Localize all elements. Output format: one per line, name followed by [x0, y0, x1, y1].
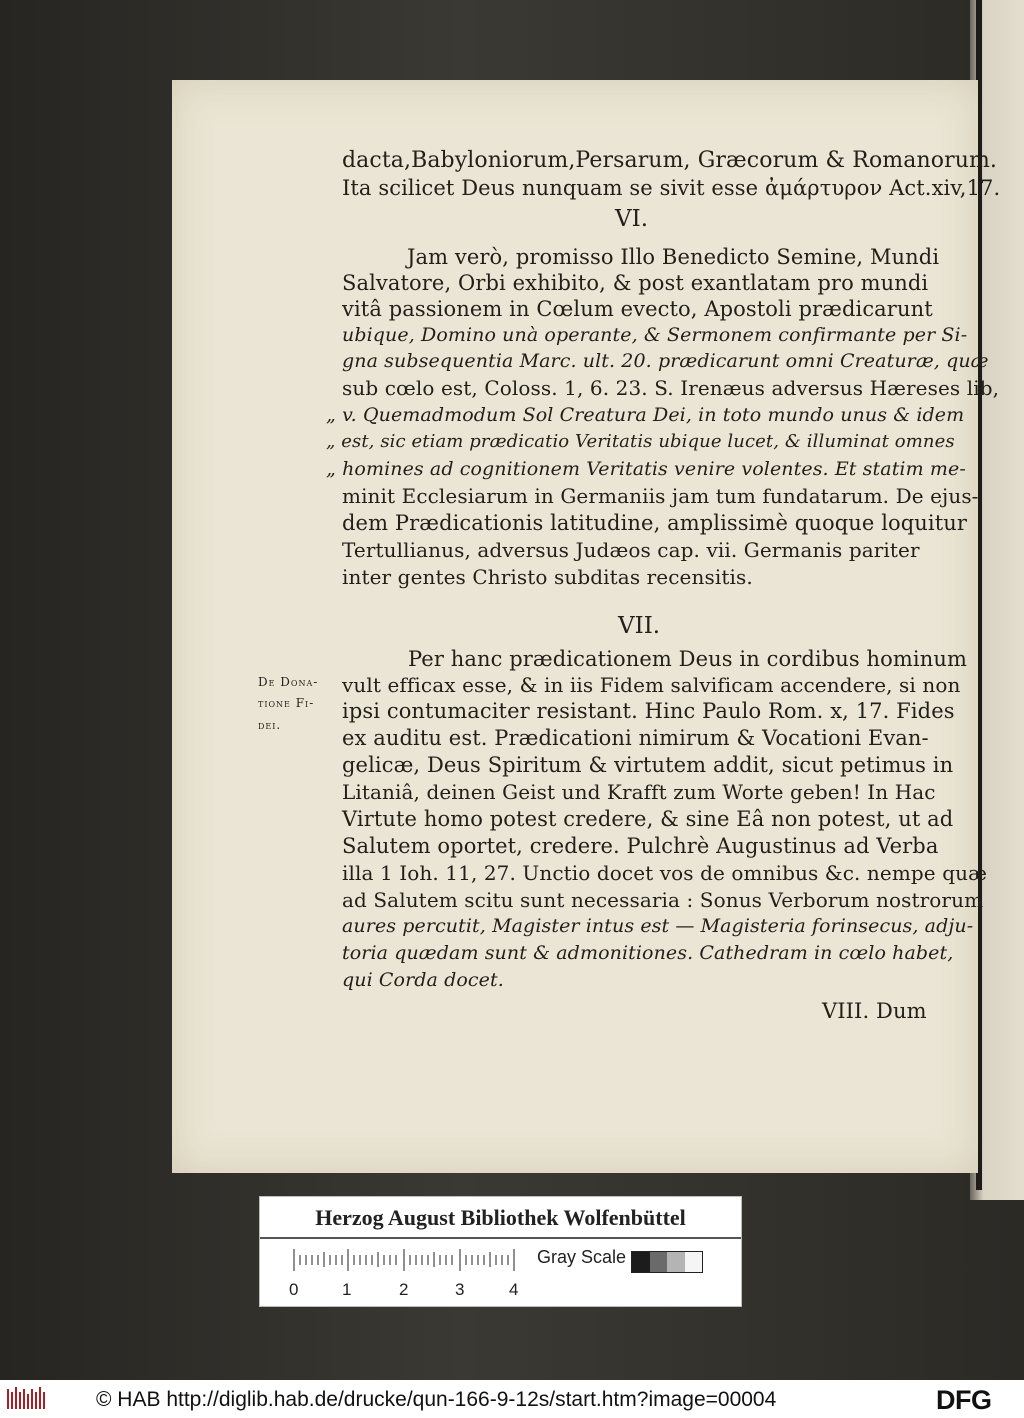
- text-line-23: Salutem oportet, credere. Pulchrè Augustinus ad Verba: [342, 834, 939, 858]
- ruler-label-3: 3: [455, 1280, 465, 1299]
- dfg-logo: DFG: [936, 1385, 992, 1415]
- text-line-9: „ v. Quemadmodum Sol Creatura Dei, in toto mundo unus & idem: [326, 404, 965, 426]
- text-line-7: gna subsequentia Marc. ult. 20. prædicarunt omni Creaturæ, quæ: [342, 350, 989, 372]
- ruler-label-1: 1: [342, 1280, 352, 1299]
- text-line-28: qui Corda docet.: [342, 969, 504, 991]
- viewer-footer: [0, 1380, 1024, 1418]
- marginal-note-line-2: tione Fi-: [258, 696, 315, 710]
- section-heading-vii: VII.: [618, 613, 661, 639]
- text-line-24: illa 1 Ioh. 11, 27. Unctio docet vos de omnibus &c. nempe quæ: [342, 861, 987, 885]
- color-target-card: [259, 1196, 742, 1307]
- ruler-label-2: 2: [399, 1280, 409, 1299]
- text-line-3: Jam verò, promisso Illo Benedicto Semine, Mundi: [407, 245, 940, 269]
- text-line-2: Ita scilicet Deus nunquam se sivit esse ἀμάρτυρον Act.xiv,17.: [342, 176, 1001, 200]
- library-name: Herzog August Bibliothek Wolfenbüttel: [315, 1205, 686, 1230]
- text-line-20: gelicæ, Deus Spiritum & virtutem addit, sicut petimus in: [342, 753, 954, 777]
- text-line-4: Salvatore, Orbi exhibito, & post exantlatam pro mundi: [342, 271, 929, 295]
- ruler-label-0: 0: [289, 1280, 299, 1299]
- gray-scale-swatches: [631, 1251, 703, 1273]
- text-line-1: dacta,Babyloniorum,Persarum, Græcorum & Romanorum.: [342, 148, 998, 173]
- gray-scale-label: Gray Scale: [537, 1247, 627, 1267]
- ruler-label-4: 4: [509, 1280, 519, 1299]
- text-line-15: inter gentes Christo subditas recensitis.: [342, 565, 753, 589]
- text-line-22: Virtute homo potest credere, & sine Eâ non potest, ut ad: [342, 807, 954, 831]
- text-line-5: vitâ passionem in Cœlum evecto, Apostoli prædicarunt: [342, 297, 933, 321]
- text-line-14: Tertullianus, adversus Judæos cap. vii. Germanis pariter: [342, 538, 920, 562]
- gray-swatch-white: [685, 1252, 703, 1272]
- section-heading-vi: VI.: [615, 206, 649, 232]
- text-line-27: toria quædam sunt & admonitiones. Cathedram in cœlo habet,: [342, 942, 954, 964]
- text-line-13: dem Prædicationis latitudine, amplissimè quoque loquitur: [342, 511, 968, 535]
- gray-swatch-black: [632, 1252, 650, 1272]
- text-line-25: ad Salutem scitu sunt necessaria : Sonus Verborum nostrorum: [342, 888, 984, 912]
- target-divider: [260, 1237, 741, 1239]
- marginal-note-line-1: De Dona-: [258, 675, 319, 689]
- text-line-11: „ homines ad cognitionem Veritatis venire volentes. Et statim me-: [326, 458, 966, 480]
- text-line-6: ubique, Domino unà operante, & Sermonem confirmante per Si-: [342, 324, 968, 346]
- text-line-18: ipsi contumaciter resistant. Hinc Paulo Rom. x, 17. Fides: [342, 699, 955, 723]
- text-line-19: ex auditu est. Prædicationi nimirum & Vocationi Evan-: [342, 726, 929, 750]
- gray-swatch-dark: [650, 1252, 668, 1272]
- text-line-21: Litaniâ, deinen Geist und Krafft zum Worte geben! In Hac: [342, 780, 936, 804]
- text-line-10: „ est, sic etiam prædicatio Veritatis ubique lucet, & illuminat omnes: [326, 431, 955, 452]
- ruler-scale: [286, 1249, 519, 1309]
- book-page: [172, 80, 1001, 1173]
- catchword: VIII. Dum: [822, 999, 927, 1023]
- text-line-17: vult efficax esse, & in iis Fidem salvificam accendere, si non: [342, 673, 961, 697]
- hab-barcode-logo-icon: [6, 1386, 48, 1412]
- text-line-8: sub cœlo est, Coloss. 1, 6. 23. S. Irenæus adversus Hæreses lib,: [342, 376, 1000, 400]
- marginal-note-line-3: dei.: [258, 718, 282, 732]
- text-line-26: aures percutit, Magister intus est — Magisteria forinsecus, adju-: [342, 915, 974, 937]
- text-line-16: Per hanc prædicationem Deus in cordibus hominum: [408, 647, 967, 671]
- text-line-12: minit Ecclesiarum in Germaniis jam tum fundatarum. De ejus-: [342, 484, 979, 508]
- gray-swatch-light: [667, 1252, 685, 1272]
- copyright-url-text: © HAB http://diglib.hab.de/drucke/qun-166-9-12s/start.htm?image=00004: [96, 1388, 777, 1411]
